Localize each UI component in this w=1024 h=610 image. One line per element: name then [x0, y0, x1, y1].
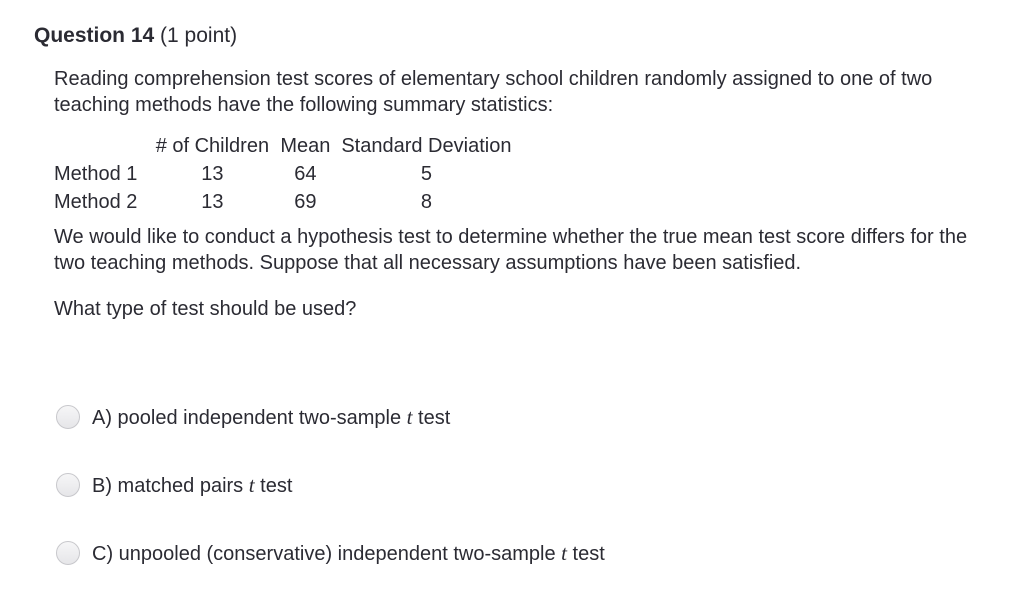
- table-row: [54, 160, 519, 188]
- answer-options: [56, 400, 605, 604]
- option-c[interactable]: [56, 536, 605, 570]
- option-b-label[interactable]: B) matched pairs t test: [92, 472, 293, 497]
- summary-statistics-table: [54, 132, 519, 216]
- cell-children: 13: [201, 190, 224, 213]
- question-header: [34, 24, 237, 48]
- cell-sd: 8: [420, 190, 432, 213]
- option-b[interactable]: [56, 468, 605, 502]
- option-c-radio[interactable]: [56, 541, 80, 565]
- cell-mean: 69: [294, 190, 317, 213]
- question-points: (1 point): [160, 24, 238, 47]
- option-a[interactable]: [56, 400, 605, 434]
- table-header-sd: Standard Deviation: [341, 134, 512, 157]
- table-header-empty: [54, 132, 147, 160]
- table-header-children: # of Children: [155, 134, 270, 157]
- question-number: Question 14: [34, 24, 155, 47]
- question-prompt: What type of test should be used?: [54, 298, 357, 320]
- table-row: [54, 188, 519, 216]
- row-label: Method 1: [54, 162, 138, 185]
- cell-sd: 5: [420, 162, 432, 185]
- cell-children: 13: [201, 162, 224, 185]
- question-body: We would like to conduct a hypothesis test to determine whether the true mean test score differs for the two teaching methods. Suppose that all necessary assumptions have been satisfied.: [54, 226, 968, 274]
- table-header-row: [54, 132, 519, 160]
- option-c-label[interactable]: C) unpooled (conservative) independent two-sample t test: [92, 540, 605, 565]
- option-b-radio[interactable]: [56, 473, 80, 497]
- option-a-radio[interactable]: [56, 405, 80, 429]
- cell-mean: 64: [294, 162, 317, 185]
- option-a-label[interactable]: A) pooled independent two-sample t test: [92, 404, 451, 429]
- table-header-mean: Mean: [280, 134, 331, 157]
- question-content: [54, 66, 974, 322]
- row-label: Method 2: [54, 190, 138, 213]
- question-intro: Reading comprehension test scores of elementary school children randomly assigned to one of two teaching methods have the following summary statistics:: [54, 68, 933, 116]
